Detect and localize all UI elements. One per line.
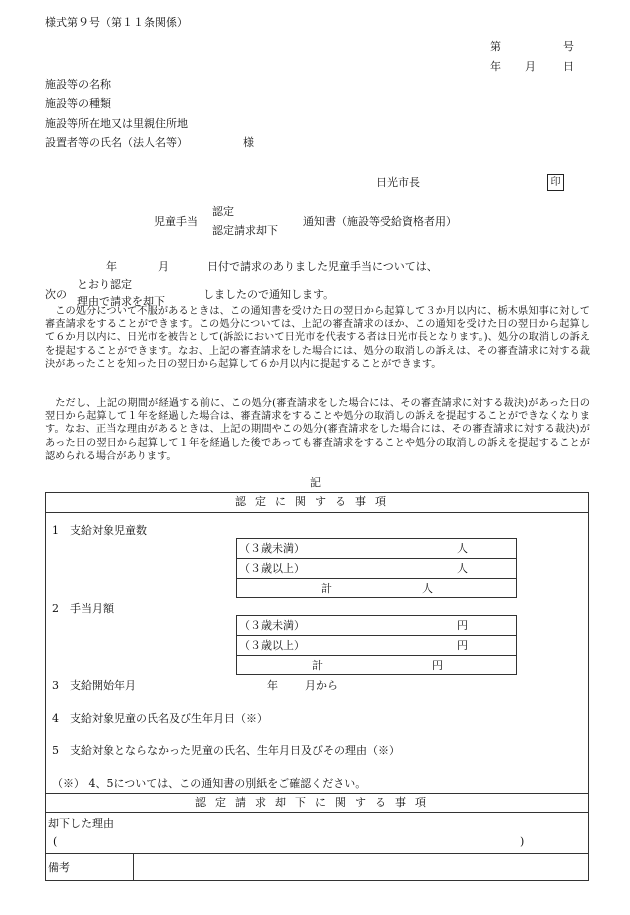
date-month: 月 xyxy=(525,60,536,73)
child-count-under3-unit: 人 xyxy=(457,542,468,555)
child-count-under3: （３歳未満） xyxy=(239,542,305,555)
facility-name-label: 施設等の名称 xyxy=(45,78,111,91)
child-count-over3-unit: 人 xyxy=(457,562,468,575)
amount-under3: （３歳未満） xyxy=(239,619,305,632)
rejection-paren-close: ) xyxy=(520,835,525,848)
rejection-reason-label: 却下した理由 xyxy=(48,817,114,830)
item4-label: 4 支給対象児童の氏名及び生年月日（※） xyxy=(52,712,268,725)
amount-total: 計 xyxy=(312,659,323,672)
item5-label: 5 支給対象とならなかった児童の氏名、生年月日及びその理由（※） xyxy=(52,744,400,757)
intro-option-reject: 理由で請求を却下 xyxy=(77,295,165,308)
item3-label: 3 支給開始年月 xyxy=(52,679,136,692)
mayor-title: 日光市長 xyxy=(376,176,420,189)
doc-number-dai: 第 xyxy=(490,40,501,53)
item2-label: 2 手当月額 xyxy=(52,602,114,615)
section-rejection-title: 認定請求却下に関する事項 xyxy=(195,796,435,809)
title-suffix: 通知書（施設等受給資格者用） xyxy=(303,215,457,228)
child-count-total: 計 xyxy=(321,582,332,595)
form-number: 様式第９号（第１１条関係） xyxy=(45,16,188,29)
start-month: 月から xyxy=(305,679,338,692)
child-count-total-unit: 人 xyxy=(422,582,433,595)
title-option-approve: 認定 xyxy=(212,205,234,218)
intro-text: 日付で請求のありました児童手当については、 xyxy=(207,260,438,273)
annex-note: （※） 4、5については、この通知書の別紙をご確認ください。 xyxy=(52,777,367,790)
date-day: 日 xyxy=(563,60,574,73)
title-option-reject: 認定請求却下 xyxy=(212,224,278,237)
facility-address-label: 施設等所在地又は里親住所地 xyxy=(45,117,188,130)
amount-over3-unit: 円 xyxy=(457,639,468,652)
amount-over3: （３歳以上） xyxy=(239,639,305,652)
section-approval-title: 認定に関する事項 xyxy=(235,495,395,508)
facility-type-label: 施設等の種類 xyxy=(45,97,111,110)
intro-end: しましたので通知します。 xyxy=(203,288,335,301)
start-year: 年 xyxy=(267,679,278,692)
ki-heading: 記 xyxy=(310,476,321,489)
founder-name-label: 設置者等の氏名（法人名等） xyxy=(45,136,188,149)
date-year: 年 xyxy=(490,60,501,73)
seal-stamp: 印 xyxy=(547,174,564,191)
intro-tsugi: 次の xyxy=(45,288,67,301)
honorific-sama: 様 xyxy=(243,136,254,149)
appeal-paragraph-1: この処分について不服があるときは、この通知書を受けた日の翌日から起算して３か月以内に、栃木県知事に対して審査請求をすることができます。この処分については、上記の審査請求のほか、この通知を受けた日の翌日から起算して６か月以内に、日光市を被告として(訴訟において日光市を代表する者は日光市長となります。)、処分の取消しの訴えを提起することができます。なお、上記の審査請求をした場合には、処分の取消しの訴えは、その審査請求に対する裁決があったことを知った日の翌日から起算して６か月以内に提起することができます。 xyxy=(45,306,590,370)
intro-month: 月 xyxy=(158,260,169,273)
item1-label: 1 支給対象児童数 xyxy=(52,524,147,537)
appeal-paragraph-2: ただし、上記の期間が経過する前に、この処分(審査請求をした場合には、その審査請求に対する裁決)があった日の翌日から起算して１年を経過した場合は、審査請求をすることや処分の取消しの訴えを提起することができなくなります。なお、正当な理由があるときは、上記の期間やこの処分(審査請求をした場合には、その審査請求に対する裁決)があった日の翌日から起算して１年を経過した後であっても審査請求をすることや処分の取消しの訴えを提起することが認められる場合があります。 xyxy=(45,398,590,462)
intro-option-approve: とおり認定 xyxy=(77,278,132,291)
amount-total-unit: 円 xyxy=(432,659,443,672)
amount-under3-unit: 円 xyxy=(457,619,468,632)
child-count-over3: （３歳以上） xyxy=(239,562,305,575)
doc-number-go: 号 xyxy=(563,40,574,53)
remarks-label: 備考 xyxy=(48,861,70,874)
rejection-paren-open: ( xyxy=(53,835,58,848)
title-prefix: 児童手当 xyxy=(154,215,198,228)
intro-year: 年 xyxy=(106,260,117,273)
